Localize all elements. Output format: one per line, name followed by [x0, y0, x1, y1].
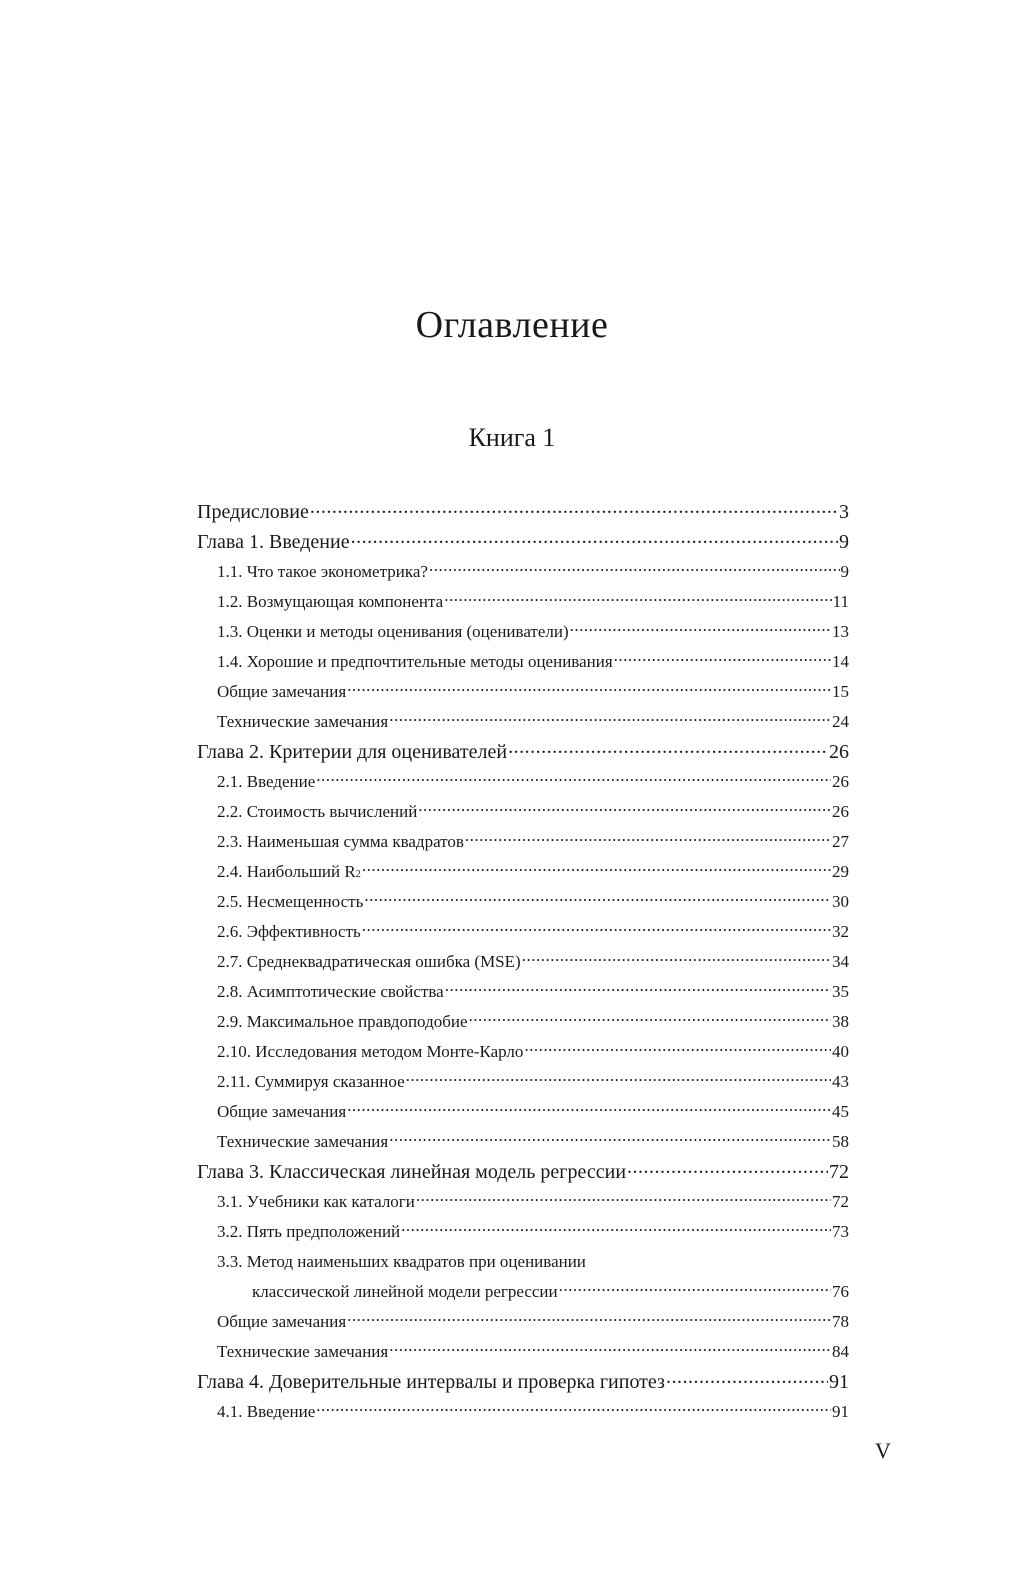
toc-entry-page: 84	[832, 1342, 849, 1361]
toc-entry	[197, 587, 849, 617]
toc-entry-title: 2.4. Наибольший R	[217, 862, 356, 881]
toc-entry-page: 24	[832, 712, 849, 731]
dot-leader	[401, 1220, 831, 1237]
toc-entry	[197, 1397, 849, 1427]
toc-entry	[197, 557, 849, 587]
dot-leader	[416, 1190, 831, 1207]
dot-leader	[570, 620, 831, 637]
toc-entry-page: 32	[832, 922, 849, 941]
dot-leader	[508, 738, 828, 758]
page-number: V	[875, 1438, 891, 1463]
dot-leader	[429, 560, 840, 577]
toc-entry	[197, 1337, 849, 1367]
toc-entry	[197, 617, 849, 647]
toc-entry-title: Глава 2. Критерии для оценивателей	[197, 741, 508, 763]
dot-leader	[406, 1070, 831, 1087]
toc-entry-title: Технические замечания	[217, 1132, 389, 1151]
toc-entry-page: 76	[832, 1282, 849, 1301]
toc-entry-page: 91	[829, 1371, 849, 1393]
toc-entry-title: 2.9. Максимальное правдоподобие	[217, 1012, 468, 1031]
toc-entry	[197, 1127, 849, 1157]
dot-leader	[445, 980, 831, 997]
toc-entry-title: 2.1. Введение	[217, 772, 316, 791]
toc-entry-title: 3.2. Пять предположений	[217, 1222, 401, 1241]
toc-entry-title: 2.6. Эффективность	[217, 922, 361, 941]
toc-entry-title: Технические замечания	[217, 1342, 389, 1361]
toc-entry-page: 72	[832, 1192, 849, 1211]
dot-leader	[614, 650, 831, 667]
toc-entry	[197, 767, 849, 797]
toc-entry-page: 9	[840, 562, 849, 581]
toc-entry-page: 35	[832, 982, 849, 1001]
toc-entry-title: 2.11. Суммируя сказанное	[217, 1072, 405, 1091]
toc-entry-title: Глава 3. Классическая линейная модель регрессии	[197, 1161, 627, 1183]
toc-entry-title: 1.4. Хорошие и предпочтительные методы оценивания	[217, 652, 613, 671]
toc-entry-page: 78	[832, 1312, 849, 1331]
toc-entry-page: 13	[832, 622, 849, 641]
toc-entry-title: классической линейной модели регрессии	[252, 1282, 558, 1301]
toc-entry	[197, 677, 849, 707]
toc-entry-title: 2.3. Наименьшая сумма квадратов	[217, 832, 464, 851]
toc-entry-page: 91	[832, 1402, 849, 1421]
dot-leader	[362, 920, 831, 937]
toc-entry-page: 58	[832, 1132, 849, 1151]
dot-leader	[347, 1100, 831, 1117]
toc-entry-title: 3.1. Учебники как каталоги	[217, 1192, 415, 1211]
toc-entry-title: Общие замечания	[217, 1312, 347, 1331]
toc-entry-title: Общие замечания	[217, 1102, 347, 1121]
toc-entry: 2.4. Наибольший R 2 ..... 29	[197, 857, 849, 887]
toc-entry-page: 34	[832, 952, 849, 971]
toc-entry	[197, 497, 849, 527]
toc-entry-title: 2.10. Исследования методом Монте-Карло	[217, 1042, 524, 1061]
table-of-contents	[197, 497, 849, 1427]
dot-leader	[310, 498, 838, 518]
toc-entry	[197, 647, 849, 677]
toc-entry	[197, 1067, 849, 1097]
dot-leader	[351, 528, 838, 548]
page-title: Оглавление	[415, 304, 609, 346]
toc-entry-title: Предисловие	[197, 501, 309, 523]
toc-entry-page: 72	[829, 1161, 849, 1183]
dot-leader	[389, 1130, 831, 1147]
toc-entry	[197, 827, 849, 857]
toc-entry-page: 73	[832, 1222, 849, 1241]
toc-entry	[197, 1247, 849, 1277]
dot-leader	[347, 680, 831, 697]
dot-leader	[364, 890, 831, 907]
toc-entry-title: Общие замечания	[217, 682, 347, 701]
toc-entry-title: Глава 1. Введение	[197, 531, 350, 553]
dot-leader	[347, 1310, 831, 1327]
toc-entry-page: 3	[839, 501, 849, 523]
toc-entry-page: 43	[832, 1072, 849, 1091]
book-title: Книга 1	[468, 423, 556, 452]
toc-entry	[197, 917, 849, 947]
toc-entry	[197, 1007, 849, 1037]
toc-entry-page: 26	[832, 772, 849, 791]
dot-leader	[418, 800, 831, 817]
toc-entry-title: 1.2. Возмущающая компонента	[217, 592, 444, 611]
toc-entry	[197, 797, 849, 827]
toc-entry	[197, 1187, 849, 1217]
toc-entry-page: 45	[832, 1102, 849, 1121]
toc-entry	[197, 1097, 849, 1127]
dot-leader	[316, 1400, 831, 1417]
dot-leader	[465, 830, 831, 847]
toc-entry-page: 40	[832, 1042, 849, 1061]
toc-entry-title: 2.5. Несмещенность	[217, 892, 364, 911]
toc-entry-title: 1.3. Оценки и методы оценивания (оцениватели)	[217, 622, 569, 641]
toc-entry	[197, 1277, 849, 1307]
toc-entry-page: 11	[832, 592, 849, 611]
toc-entry-page: 27	[832, 832, 849, 851]
toc-entry-title: 2.2. Стоимость вычислений	[217, 802, 418, 821]
toc-entry-title: 2.7. Среднеквадратическая ошибка (MSE)	[217, 952, 521, 971]
toc-entry-page: 26	[829, 741, 849, 763]
toc-entry-page: 38	[832, 1012, 849, 1031]
toc-entry-page: 15	[832, 682, 849, 701]
toc-entry	[197, 527, 849, 557]
dot-leader	[666, 1368, 828, 1388]
dot-leader	[524, 1040, 831, 1057]
toc-entry	[197, 1217, 849, 1247]
toc-entry	[197, 887, 849, 917]
dot-leader	[469, 1010, 831, 1027]
toc-entry-title: 1.1. Что такое эконометрика?	[217, 562, 428, 581]
toc-entry-title: Технические замечания	[217, 712, 389, 731]
toc-entry-page: 26	[832, 802, 849, 821]
dot-leader	[316, 770, 831, 787]
toc-entry-title: 4.1. Введение	[217, 1402, 316, 1421]
dot-leader	[389, 1340, 831, 1357]
toc-entry	[197, 1037, 849, 1067]
dot-leader	[444, 590, 831, 607]
toc-entry-page: 29	[832, 862, 849, 881]
dot-leader	[522, 950, 831, 967]
toc-entry	[197, 1307, 849, 1337]
dot-leader	[362, 860, 831, 877]
toc-entry	[197, 1367, 849, 1397]
toc-entry	[197, 707, 849, 737]
toc-entry	[197, 1157, 849, 1187]
dot-leader	[627, 1158, 828, 1178]
toc-entry-title: 2.8. Асимптотические свойства	[217, 982, 444, 1001]
toc-entry	[197, 977, 849, 1007]
toc-entry	[197, 737, 849, 767]
toc-entry-title: Глава 4. Доверительные интервалы и проверка гипотез	[197, 1371, 665, 1393]
toc-entry	[197, 947, 849, 977]
toc-entry-page: 9	[839, 531, 849, 553]
toc-entry-page: 30	[832, 892, 849, 911]
toc-entry-title: 3.3. Метод наименьших квадратов при оценивании	[217, 1252, 586, 1271]
dot-leader	[389, 710, 831, 727]
dot-leader	[559, 1280, 831, 1297]
toc-entry-page: 14	[832, 652, 849, 671]
